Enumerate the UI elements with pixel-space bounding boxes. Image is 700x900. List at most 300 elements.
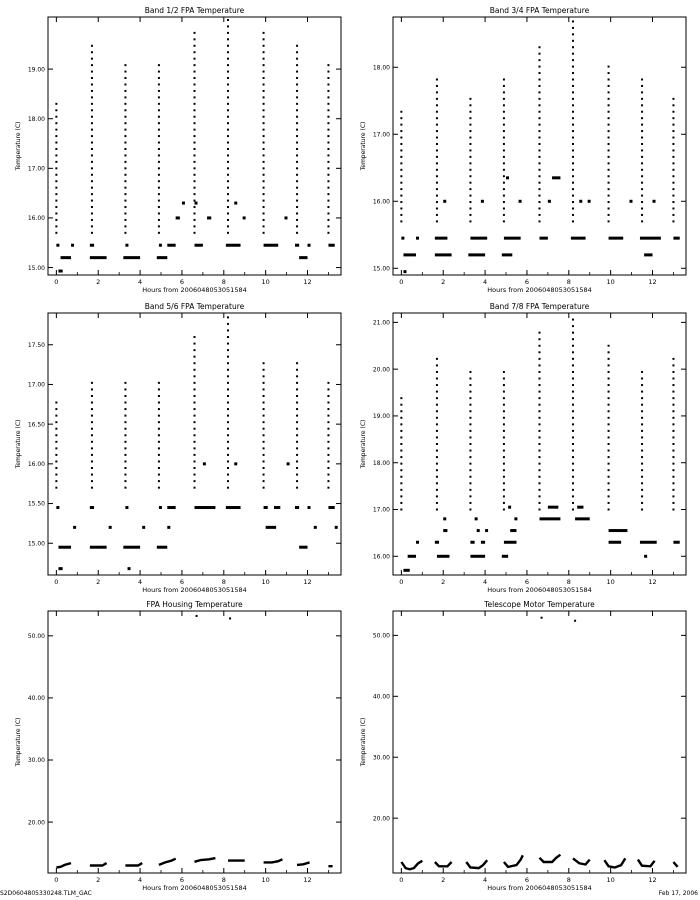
data-point — [641, 104, 643, 106]
data-point — [572, 104, 574, 106]
data-point — [503, 156, 505, 158]
data-segment — [475, 517, 478, 520]
data-point — [296, 45, 298, 47]
data-point — [539, 456, 541, 458]
data-point — [227, 83, 229, 85]
data-point — [296, 193, 298, 195]
data-point — [400, 220, 402, 222]
data-point — [539, 391, 541, 393]
data-point — [194, 388, 196, 390]
data-point — [227, 135, 229, 137]
data-point — [55, 454, 57, 456]
data-segment — [308, 506, 311, 509]
data-point — [296, 362, 298, 364]
data-point — [55, 421, 57, 423]
data-point — [503, 117, 505, 119]
y-tick-label: 40.00 — [27, 695, 45, 703]
data-point — [263, 421, 265, 423]
data-point — [227, 316, 229, 318]
data-point — [641, 111, 643, 113]
data-point — [55, 135, 57, 137]
data-point — [503, 384, 505, 386]
data-point — [469, 397, 471, 399]
x-tick-label: 8 — [566, 876, 571, 884]
data-point — [124, 447, 126, 449]
x-tick-label: 10 — [606, 876, 615, 884]
data-point — [539, 207, 541, 209]
data-series-line — [159, 859, 176, 865]
data-point — [539, 351, 541, 353]
data-point — [263, 232, 265, 234]
data-point — [227, 38, 229, 40]
data-point — [641, 214, 643, 216]
data-series-line — [673, 862, 677, 867]
data-point — [436, 169, 438, 171]
data-point — [539, 509, 541, 511]
data-series-line — [435, 862, 452, 866]
data-point — [503, 130, 505, 132]
data-segment — [167, 526, 170, 529]
data-point — [572, 423, 574, 425]
data-point — [194, 129, 196, 131]
data-point — [672, 469, 674, 471]
data-point — [436, 143, 438, 145]
data-point — [469, 182, 471, 184]
data-point — [91, 474, 93, 476]
data-segment — [508, 506, 511, 509]
data-point — [641, 450, 643, 452]
data-point — [91, 382, 93, 384]
data-point — [91, 83, 93, 85]
data-point — [194, 369, 196, 371]
data-point — [572, 391, 574, 393]
data-point — [124, 408, 126, 410]
data-point — [400, 143, 402, 145]
data-point — [539, 130, 541, 132]
data-point — [55, 200, 57, 202]
data-point — [641, 509, 643, 511]
data-point — [55, 206, 57, 208]
data-segment — [167, 506, 175, 509]
data-point — [436, 371, 438, 373]
data-point — [55, 116, 57, 118]
data-point — [194, 83, 196, 85]
data-segment — [195, 244, 203, 247]
data-point — [227, 460, 229, 462]
data-point — [194, 480, 196, 482]
data-point — [572, 195, 574, 197]
data-point — [572, 124, 574, 126]
data-point — [572, 188, 574, 190]
data-point — [572, 27, 574, 29]
data-point — [194, 38, 196, 40]
data-segment — [416, 237, 419, 240]
data-point — [91, 487, 93, 489]
data-point — [263, 142, 265, 144]
data-point — [672, 175, 674, 177]
data-point — [263, 474, 265, 476]
data-point — [469, 410, 471, 412]
data-point — [641, 423, 643, 425]
data-point — [503, 443, 505, 445]
data-point — [296, 96, 298, 98]
data-point — [296, 187, 298, 189]
data-point — [124, 64, 126, 66]
data-point — [469, 384, 471, 386]
data-segment — [443, 200, 446, 203]
data-point — [469, 371, 471, 373]
data-segment — [401, 237, 404, 240]
data-point — [608, 124, 610, 126]
data-point — [539, 66, 541, 68]
data-point — [469, 476, 471, 478]
data-point — [124, 480, 126, 482]
data-point — [436, 450, 438, 452]
data-point — [539, 482, 541, 484]
data-point — [158, 142, 160, 144]
data-point — [539, 397, 541, 399]
chart-panel-2 — [360, 6, 686, 294]
data-point — [91, 447, 93, 449]
data-segment — [640, 541, 657, 544]
data-point — [194, 382, 196, 384]
data-point — [327, 467, 329, 469]
data-point — [124, 174, 126, 176]
data-point — [539, 220, 541, 222]
data-segment — [504, 237, 521, 240]
data-point — [469, 450, 471, 452]
data-series-line — [466, 860, 487, 868]
x-axis-label: Hours from 2006048053051584 — [142, 286, 247, 294]
data-point — [55, 447, 57, 449]
data-point — [55, 187, 57, 189]
data-point — [296, 369, 298, 371]
data-point — [572, 384, 574, 386]
data-point — [641, 78, 643, 80]
data-point — [227, 447, 229, 449]
data-point — [158, 219, 160, 221]
data-point — [227, 129, 229, 131]
data-point — [400, 495, 402, 497]
data-segment — [243, 216, 246, 219]
x-tick-label: 8 — [221, 876, 226, 884]
data-point — [91, 51, 93, 53]
data-segment — [58, 546, 71, 549]
data-point — [158, 187, 160, 189]
data-segment — [403, 270, 406, 273]
data-point — [400, 175, 402, 177]
data-point — [296, 467, 298, 469]
data-point — [227, 336, 229, 338]
data-point — [194, 167, 196, 169]
data-point — [469, 482, 471, 484]
data-point — [400, 450, 402, 452]
data-point — [672, 404, 674, 406]
data-point — [469, 214, 471, 216]
y-tick-label: 20.00 — [27, 819, 45, 827]
data-point — [641, 384, 643, 386]
data-point — [469, 175, 471, 177]
x-tick-label: 0 — [399, 876, 404, 884]
data-segment — [125, 244, 128, 247]
data-point — [124, 474, 126, 476]
data-point — [608, 397, 610, 399]
y-tick-label: 30.00 — [372, 754, 390, 762]
data-point — [672, 220, 674, 222]
data-point — [124, 193, 126, 195]
data-point — [608, 489, 610, 491]
data-point — [263, 129, 265, 131]
data-point — [572, 91, 574, 93]
data-point — [608, 463, 610, 465]
data-point — [296, 109, 298, 111]
data-point — [436, 443, 438, 445]
data-point — [608, 450, 610, 452]
data-point — [436, 214, 438, 216]
data-point — [296, 428, 298, 430]
data-point — [608, 117, 610, 119]
data-point — [436, 124, 438, 126]
data-point — [539, 149, 541, 151]
chart-panel-4 — [360, 302, 686, 594]
data-point — [91, 174, 93, 176]
data-point — [124, 122, 126, 124]
data-point — [327, 103, 329, 105]
data-point — [263, 428, 265, 430]
data-point — [672, 397, 674, 399]
data-point — [608, 378, 610, 380]
data-point — [296, 90, 298, 92]
data-point — [55, 142, 57, 144]
data-segment — [443, 529, 447, 532]
data-point — [469, 423, 471, 425]
data-point — [503, 436, 505, 438]
data-point — [539, 463, 541, 465]
data-segment — [502, 555, 508, 558]
data-series-line — [195, 858, 216, 862]
data-point — [227, 187, 229, 189]
data-point — [263, 206, 265, 208]
data-point — [91, 193, 93, 195]
data-segment — [123, 546, 140, 549]
data-point — [263, 174, 265, 176]
data-series-line — [90, 863, 107, 865]
data-point — [227, 64, 229, 66]
data-point — [327, 135, 329, 137]
data-point — [503, 378, 505, 380]
data-point — [641, 220, 643, 222]
data-point — [227, 25, 229, 27]
data-point — [539, 117, 541, 119]
data-point — [124, 467, 126, 469]
data-point — [124, 441, 126, 443]
data-segment — [61, 256, 71, 259]
data-point — [572, 436, 574, 438]
chart-title: Band 3/4 FPA Temperature — [489, 6, 590, 15]
data-point — [194, 212, 196, 214]
data-point — [124, 219, 126, 221]
data-point — [227, 474, 229, 476]
y-axis-label: Temperature (C) — [15, 717, 22, 767]
data-point — [503, 137, 505, 139]
data-point — [296, 180, 298, 182]
data-point — [539, 72, 541, 74]
data-point — [572, 201, 574, 203]
data-point — [539, 162, 541, 164]
data-point — [296, 103, 298, 105]
data-point — [327, 187, 329, 189]
data-point — [158, 402, 160, 404]
data-point — [327, 142, 329, 144]
data-point — [91, 454, 93, 456]
data-point — [124, 180, 126, 182]
data-point — [539, 188, 541, 190]
data-point — [55, 487, 57, 489]
data-point — [608, 502, 610, 504]
y-tick-label: 15.00 — [27, 540, 45, 548]
data-point — [227, 96, 229, 98]
data-point — [641, 149, 643, 151]
data-point — [227, 388, 229, 390]
data-point — [641, 495, 643, 497]
data-point — [672, 162, 674, 164]
data-point — [539, 195, 541, 197]
data-point — [158, 83, 160, 85]
data-point — [608, 430, 610, 432]
data-point — [158, 232, 160, 234]
data-point — [194, 434, 196, 436]
data-point — [400, 156, 402, 158]
data-point — [263, 154, 265, 156]
data-point — [572, 137, 574, 139]
data-point — [194, 219, 196, 221]
data-point — [263, 388, 265, 390]
data-point — [539, 489, 541, 491]
data-point — [296, 460, 298, 462]
data-point — [539, 91, 541, 93]
x-tick-label: 2 — [96, 278, 101, 286]
data-point — [194, 96, 196, 98]
data-point — [572, 404, 574, 406]
data-point — [572, 502, 574, 504]
data-point — [608, 66, 610, 68]
data-point — [327, 167, 329, 169]
data-point — [91, 408, 93, 410]
x-tick-label: 12 — [303, 876, 312, 884]
footer-filename: S2D0604805330248.TLM_GAC — [0, 890, 92, 897]
data-point — [469, 111, 471, 113]
data-point — [572, 156, 574, 158]
data-point — [194, 148, 196, 150]
data-point — [194, 77, 196, 79]
data-point — [158, 395, 160, 397]
data-point — [572, 130, 574, 132]
data-point — [263, 96, 265, 98]
data-segment — [314, 526, 317, 529]
data-point — [227, 90, 229, 92]
data-point — [641, 482, 643, 484]
data-point — [572, 20, 574, 22]
data-point — [400, 188, 402, 190]
data-point — [400, 456, 402, 458]
data-point — [327, 77, 329, 79]
x-axis-label: Hours from 2006048053051584 — [142, 884, 247, 892]
data-point — [400, 404, 402, 406]
data-segment — [226, 244, 241, 247]
plot-frame — [48, 313, 341, 575]
data-segment — [287, 462, 290, 465]
x-tick-label: 2 — [441, 876, 446, 884]
data-point — [158, 421, 160, 423]
data-point — [539, 46, 541, 48]
data-point — [608, 482, 610, 484]
data-point — [572, 162, 574, 164]
data-point — [194, 225, 196, 227]
x-tick-label: 6 — [179, 278, 185, 286]
y-axis-label: Temperature (C) — [15, 121, 22, 171]
data-point — [641, 476, 643, 478]
data-point — [91, 58, 93, 60]
data-point — [296, 434, 298, 436]
data-segment — [504, 541, 517, 544]
data-point — [55, 174, 57, 176]
data-point — [572, 85, 574, 87]
data-point — [641, 156, 643, 158]
outlier-point — [196, 615, 198, 617]
data-point — [327, 174, 329, 176]
data-point — [158, 408, 160, 410]
data-point — [436, 156, 438, 158]
data-point — [436, 502, 438, 504]
data-point — [91, 148, 93, 150]
data-point — [296, 408, 298, 410]
y-tick-label: 17.00 — [27, 381, 45, 389]
data-point — [503, 111, 505, 113]
data-point — [436, 404, 438, 406]
data-point — [158, 167, 160, 169]
data-point — [227, 167, 229, 169]
data-point — [503, 207, 505, 209]
data-point — [469, 436, 471, 438]
data-segment — [335, 526, 338, 529]
data-point — [436, 111, 438, 113]
data-point — [539, 59, 541, 61]
data-point — [539, 78, 541, 80]
data-point — [539, 143, 541, 145]
data-point — [158, 487, 160, 489]
data-point — [327, 382, 329, 384]
data-point — [227, 349, 229, 351]
data-segment — [295, 244, 299, 247]
data-point — [91, 135, 93, 137]
data-point — [400, 469, 402, 471]
data-point — [194, 467, 196, 469]
data-segment — [552, 176, 560, 179]
data-segment — [609, 237, 624, 240]
data-point — [296, 480, 298, 482]
data-point — [327, 428, 329, 430]
data-point — [503, 430, 505, 432]
data-segment — [328, 506, 334, 509]
data-segment — [548, 506, 558, 509]
data-point — [91, 129, 93, 131]
data-point — [436, 182, 438, 184]
data-point — [503, 463, 505, 465]
data-point — [572, 397, 574, 399]
data-point — [608, 384, 610, 386]
data-point — [194, 343, 196, 345]
data-point — [227, 174, 229, 176]
